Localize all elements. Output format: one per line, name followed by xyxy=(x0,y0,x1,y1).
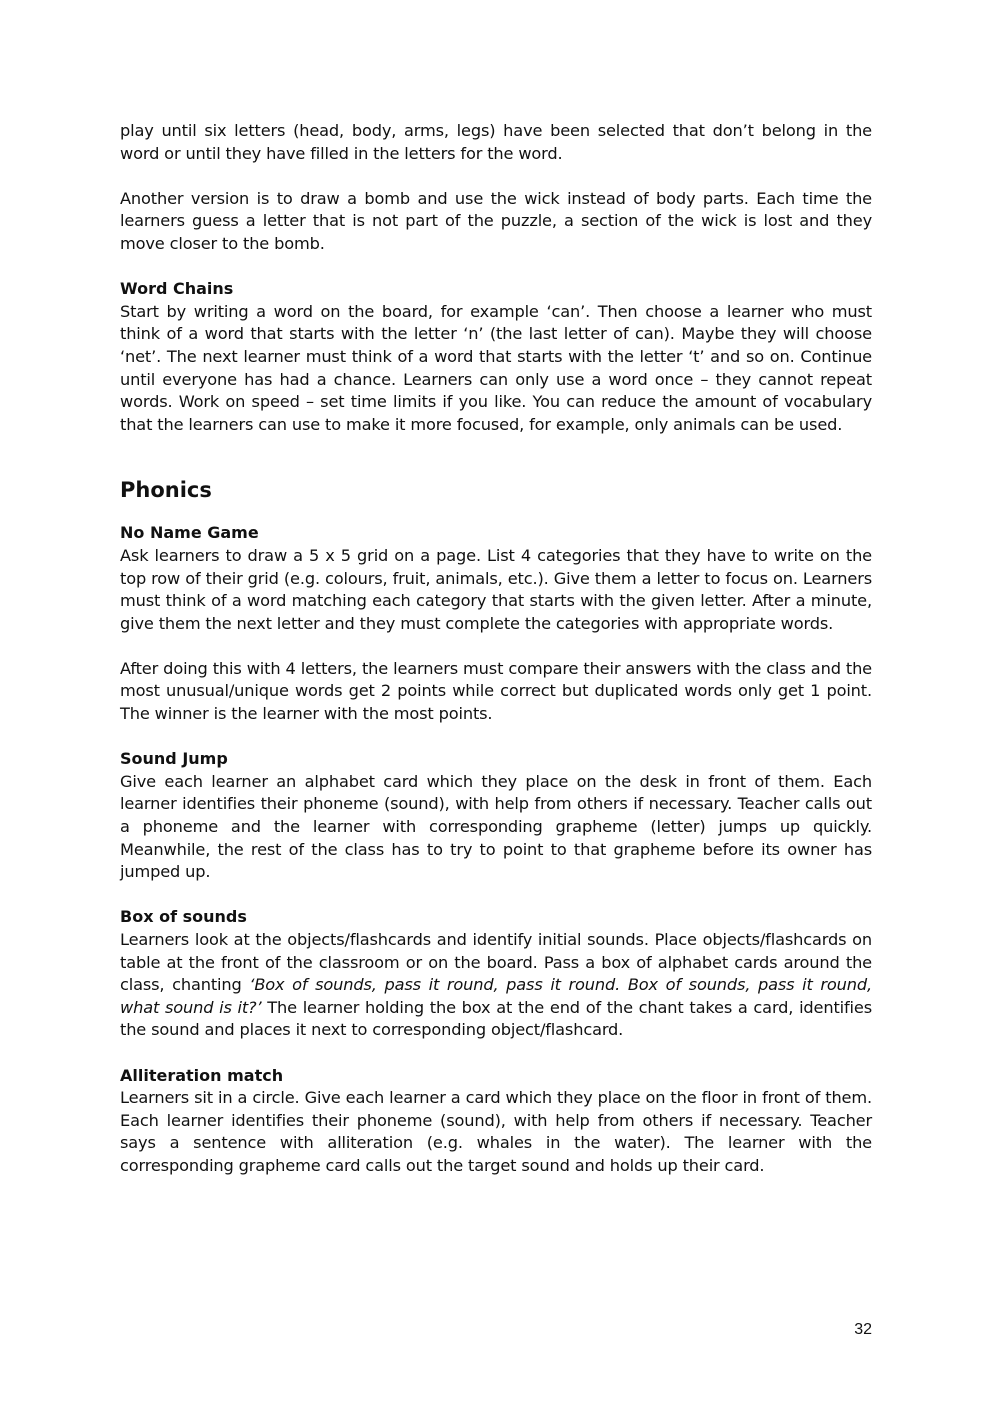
box-of-sounds-body xyxy=(120,929,872,1042)
no-name-game-heading: No Name Game xyxy=(120,523,259,543)
alliteration-match-heading: Alliteration match xyxy=(120,1065,284,1085)
word-chains-body: Start by writing a word on the board, for example ‘can’. Then choose a learner who must think of a word that starts with the letter ‘n’ (the last letter of can). Maybe they will choose ‘net’. The next learner must think of a word that starts with the letter ‘t’ and so on. Continue until everyone has had a chance. Learners can only use a word once – they cannot repeat words. Work on speed – set time limits if you like. You can reduce the amount of vocabulary that the learners can use to make it more focused, for example, only animals can be used. xyxy=(120,301,872,434)
alliteration-match-body: Learners sit in a circle. Give each learner a card which they place on the floor in front of them. Each learner identifies their phoneme (sound), with help from others if necessary. Teacher says a sentence with alliteration (e.g. whales in the water). The learner with the corresponding grapheme card calls out the target sound and holds up their card. xyxy=(120,1088,872,1175)
page-number: 32 xyxy=(854,1321,872,1338)
no-name-game-paragraph-2: After doing this with 4 letters, the learners must compare their answers with the class and the most unusual/unique words get 2 points while correct but duplicated words only get 1 point. The winner is the learner with the most points. xyxy=(120,658,872,724)
word-chains-heading: Word Chains xyxy=(120,279,234,299)
intro-paragraph-2: Another version is to draw a bomb and use the wick instead of body parts. Each time the learners guess a letter that is not part of the puzzle, a section of the wick is lost and they move closer to the bomb. xyxy=(120,188,872,253)
box-of-sounds-heading: Box of sounds xyxy=(120,907,247,927)
phonics-heading: Phonics xyxy=(120,478,212,503)
box-of-sounds-body-start: Learners look at the objects/flashcards and identify initial sounds. Place objects/flashcards on table at the front of the classroom or on the board. Pass a box of alphabet cards around the class, chanting xyxy=(120,930,872,995)
intro-paragraph-1: play until six letters (head, body, arms, legs) have been selected that don’t belong in the word or until they have filled in the letters for the word. xyxy=(120,121,872,163)
document-page xyxy=(120,120,872,1178)
no-name-game-paragraph-1: Ask learners to draw a 5 x 5 grid on a page. List 4 categories that they have to write on the top row of their grid (e.g. colours, fruit, animals, etc.). Give them a letter to focus on. Learners must think of a word matching each category that starts with the given letter. After a minute, give them the next letter and they must complete the categories with appropriate words. xyxy=(120,545,872,633)
box-of-sounds-chant: ‘Box of sounds, pass it round, pass it round. Box of sounds, pass it round, what sound is it?’ xyxy=(120,975,872,1017)
box-of-sounds-body-end: The learner holding the box at the end of the chant takes a card, identifies the sound and places it next to corresponding object/flashcard. xyxy=(120,997,872,1040)
sound-jump-heading: Sound Jump xyxy=(120,749,228,769)
sound-jump-body: Give each learner an alphabet card which they place on the desk in front of them. Each learner identifies their phoneme (sound), with help from others if necessary. Teacher calls out a phoneme and the learner with corresponding grapheme (letter) jumps up quickly. Meanwhile, the rest of the class has to try to point to that grapheme before its owner has jumped up. xyxy=(120,771,872,882)
